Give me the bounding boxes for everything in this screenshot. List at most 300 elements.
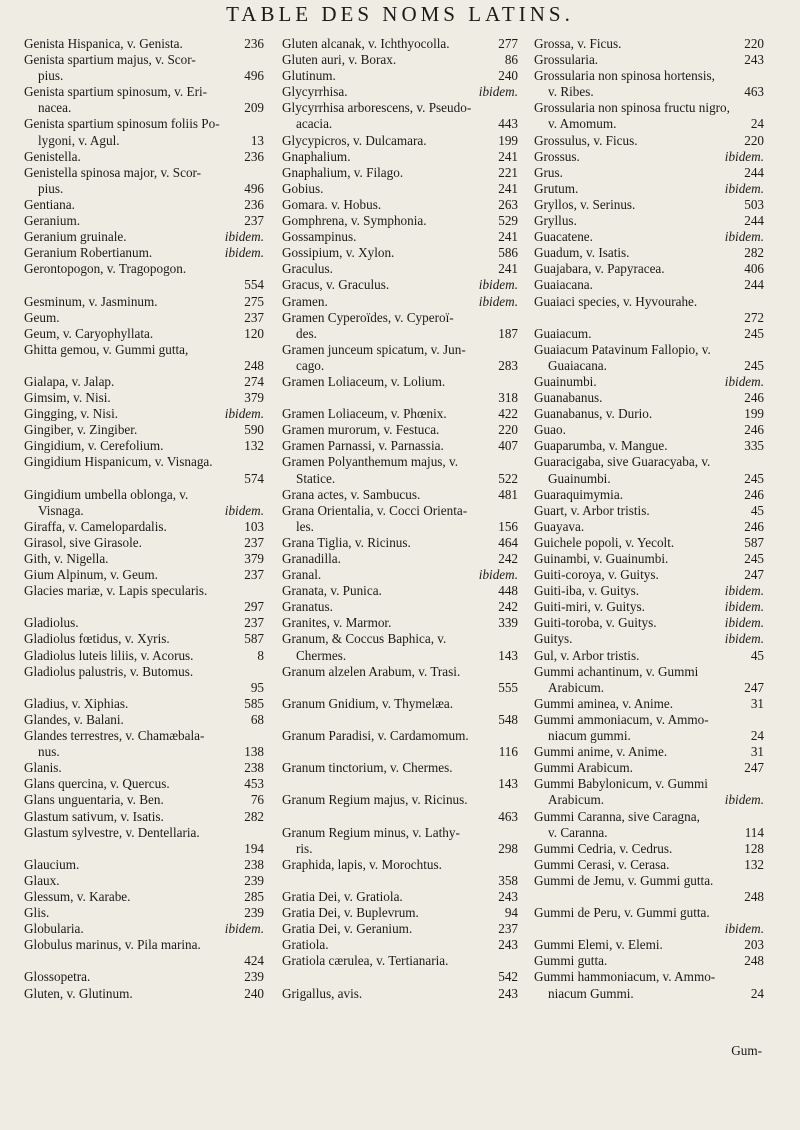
index-entry: [24, 631, 264, 647]
entry-text: Glans quercina, v. Quercus.: [24, 776, 170, 792]
page-number: 237: [244, 309, 264, 325]
index-entry: [282, 728, 518, 760]
entry-text: Guadum, v. Isatis.: [534, 245, 630, 261]
page-number: 529: [498, 213, 518, 229]
index-entry: [282, 503, 518, 535]
index-entry: [534, 422, 764, 438]
index-entry: [534, 776, 764, 808]
page-number: 94: [504, 905, 518, 921]
entry-text: Glastum sativum, v. Isatis.: [24, 808, 164, 824]
index-entry: [282, 551, 518, 567]
entry-text: Gith, v. Nigella.: [24, 551, 109, 566]
index-entry: [534, 245, 764, 261]
index-entry: [282, 792, 518, 824]
page-number: 187: [498, 325, 518, 341]
entry-text: Guaraquimymia.: [534, 486, 623, 502]
page-number: 548: [498, 711, 518, 727]
entry-text: Guichele popoli, v. Yecolt.: [534, 534, 675, 550]
page-number: 285: [244, 888, 264, 904]
entry-text: Gingidium umbella oblonga, v.: [24, 486, 189, 502]
index-entry: [282, 438, 518, 454]
index-entry: [534, 406, 764, 422]
page-number: ibidem.: [724, 631, 764, 647]
index-entry: [24, 792, 264, 808]
page-number: 236: [244, 196, 264, 212]
entry-text: Graphida, lapis, v. Morochtus.: [282, 856, 442, 872]
page-number: 574: [244, 470, 264, 486]
entry-text: ris.: [296, 840, 313, 856]
entry-text: Granum alzelen Arabum, v. Trasi.: [282, 663, 461, 679]
index-column-3: [534, 36, 764, 1002]
entry-text: Gramen Loliaceum, v. Phœnix.: [282, 406, 447, 422]
index-entry: [534, 841, 764, 857]
entry-text: Gramen Loliaceum, v. Lolium.: [282, 373, 446, 389]
entry-text: Arabicum.: [548, 792, 605, 808]
index-entry: [534, 905, 764, 937]
entry-text: Gladiolus fœtidus, v. Xyris.: [24, 631, 170, 647]
entry-text: Glossopetra.: [24, 969, 91, 985]
page-number: 238: [244, 760, 264, 776]
entry-text: Genista spartium spinosum, v. Eri-: [24, 84, 208, 100]
page-number: 31: [750, 695, 764, 711]
entry-text: Grana Orientalia, v. Cocci Orienta-: [282, 502, 468, 518]
page-number: ibidem.: [224, 406, 264, 422]
entry-text: Gramen junceum spicatum, v. Jun-: [282, 341, 466, 357]
page-number: 68: [250, 711, 264, 727]
entry-text: Gummi Caranna, sive Caragna,: [534, 808, 700, 824]
index-entry: [534, 261, 764, 277]
entry-text: Grutum.: [534, 180, 579, 196]
entry-text: Gummi achantinum, v. Gummi: [534, 663, 699, 679]
entry-text: Gryllus.: [534, 213, 577, 229]
entry-text: Glandes, v. Balani.: [24, 711, 124, 727]
page-number: 282: [744, 245, 764, 261]
index-entry: [282, 454, 518, 486]
entry-text: Gobius.: [282, 180, 324, 196]
entry-text: Gium Alpinum, v. Geum.: [24, 567, 158, 583]
page-number: 298: [498, 840, 518, 856]
index-entry: [282, 133, 518, 149]
entry-text: Gimsim, v. Nisi.: [24, 390, 111, 406]
entry-text: Glycypicros, v. Dulcamara.: [282, 132, 427, 148]
page-number: 274: [244, 373, 264, 389]
entry-text: Genistella spinosa major, v. Scor-: [24, 164, 202, 180]
page-number: 240: [244, 985, 264, 1001]
index-entry: [24, 149, 264, 165]
index-entry: [24, 664, 264, 696]
page-number: 138: [244, 744, 264, 760]
page-number: 220: [744, 132, 764, 148]
entry-text: Grossularia non spinosa hortensis,: [534, 68, 715, 84]
entry-text: Gerontopogon, v. Tragopogon.: [24, 261, 187, 277]
page-number: 464: [498, 534, 518, 550]
entry-text: Guaiaci species, v. Hyvourahe.: [534, 293, 698, 309]
entry-text: Ghitta gemou, v. Gummi gutta,: [24, 341, 189, 357]
entry-text: v. Ribes.: [548, 84, 594, 100]
page-number: 242: [498, 551, 518, 566]
index-entry: [534, 454, 764, 486]
entry-text: Glandes terrestres, v. Chamæbala-: [24, 728, 205, 744]
index-entry: [282, 696, 518, 728]
index-entry: [282, 165, 518, 181]
index-entry: [24, 776, 264, 792]
page-number: 246: [744, 486, 764, 502]
page-number: 247: [744, 567, 764, 583]
index-column-2: [282, 36, 518, 1002]
entry-text: Gummi Elemi, v. Elemi.: [534, 937, 663, 953]
entry-text: Gesminum, v. Jasminum.: [24, 293, 158, 309]
entry-text: Visnaga.: [38, 502, 84, 518]
page-number: 241: [498, 261, 518, 277]
page-number: 132: [244, 438, 264, 454]
page-number: 8: [257, 647, 264, 663]
entry-text: Gluten alcanak, v. Ichthyocolla.: [282, 36, 450, 51]
index-entry: [24, 310, 264, 326]
entry-text: Granal.: [282, 567, 322, 583]
entry-text: Guainumbi.: [534, 373, 597, 389]
entry-text: Geranium.: [24, 213, 81, 229]
index-entry: [282, 277, 518, 293]
entry-text: Guaiacana.: [534, 277, 593, 293]
entry-text: Guajabara, v. Papyracea.: [534, 261, 665, 277]
page-number: 31: [750, 744, 764, 760]
entry-text: Gladiolus palustris, v. Butomus.: [24, 663, 194, 679]
page-number: 237: [244, 615, 264, 631]
index-entry: [534, 873, 764, 905]
index-entry: [282, 406, 518, 422]
page-number: 248: [244, 357, 264, 373]
entry-text: Guanabanus.: [534, 390, 603, 406]
entry-text: Gluten, v. Glutinum.: [24, 985, 133, 1001]
page-number: 590: [244, 422, 264, 438]
page-number: 335: [744, 438, 764, 454]
page-number: 554: [244, 277, 264, 293]
index-entry: [24, 712, 264, 728]
entry-text: pius.: [38, 68, 64, 84]
index-entry: [24, 551, 264, 567]
index-entry: [534, 809, 764, 841]
index-entry: [534, 969, 764, 1001]
index-entry: [534, 857, 764, 873]
entry-text: Gramen Polyanthemum majus, v.: [282, 454, 459, 470]
entry-text: Guiti-iba, v. Guitys.: [534, 583, 640, 599]
page-number: 86: [504, 52, 518, 68]
index-entry: [24, 583, 264, 615]
entry-text: Gossampinus.: [282, 229, 357, 245]
page-number: 13: [250, 132, 264, 148]
entry-text: nus.: [38, 744, 60, 760]
entry-text: Gratia Dei, v. Geranium.: [282, 921, 413, 937]
index-entry: [24, 342, 264, 374]
entry-text: Gummi hammoniacum, v. Ammo-: [534, 969, 716, 985]
index-entry: [534, 342, 764, 374]
entry-text: Guiti-toroba, v. Guitys.: [534, 615, 657, 631]
page-number: ibidem.: [724, 921, 764, 937]
entry-text: les.: [296, 518, 314, 534]
page-number: 245: [744, 357, 764, 373]
index-entry: [282, 181, 518, 197]
page-number: 220: [498, 422, 518, 438]
page-number: ibidem.: [724, 229, 764, 245]
entry-text: Guayava.: [534, 518, 585, 534]
index-entry: [282, 953, 518, 985]
entry-text: niacum Gummi.: [548, 985, 634, 1001]
page-number: ibidem.: [724, 583, 764, 599]
index-entry: [534, 712, 764, 744]
entry-text: Gummi Babylonicum, v. Gummi: [534, 776, 708, 792]
entry-text: Glycyrrhisa.: [282, 84, 348, 100]
page-number: 245: [744, 470, 764, 486]
page-number: 358: [498, 872, 518, 888]
page-number: 248: [744, 953, 764, 969]
entry-text: Gingidium Hispanicum, v. Visnaga.: [24, 454, 213, 470]
page-number: ibidem.: [724, 599, 764, 615]
page-number: 24: [750, 985, 764, 1001]
entry-text: cago.: [296, 357, 325, 373]
page-number: 241: [498, 180, 518, 196]
entry-text: Granadilla.: [282, 551, 341, 566]
page-number: 407: [498, 438, 518, 454]
page-number: 128: [744, 840, 764, 856]
entry-text: Gramen murorum, v. Festuca.: [282, 422, 440, 438]
entry-text: Gummi gutta.: [534, 953, 608, 969]
page-number: 272: [744, 309, 764, 325]
index-entry: [534, 664, 764, 696]
page-number: 246: [744, 422, 764, 438]
index-entry: [24, 438, 264, 454]
entry-text: Gentiana.: [24, 196, 75, 212]
index-entry: [24, 390, 264, 406]
index-entry: [534, 648, 764, 664]
page-number: 586: [498, 245, 518, 261]
page-number: ibidem.: [224, 502, 264, 518]
entry-text: Guainumbi.: [548, 470, 611, 486]
entry-text: Granum Paradisi, v. Cardamomum.: [282, 728, 469, 744]
page-number: 241: [498, 148, 518, 164]
index-entry: [534, 599, 764, 615]
entry-text: des.: [296, 325, 317, 341]
page-number: 247: [744, 679, 764, 695]
entry-text: Glessum, v. Karabe.: [24, 888, 131, 904]
index-entry: [24, 326, 264, 342]
index-entry: [24, 809, 264, 825]
entry-text: Guaiacum Patavinum Fallopio, v.: [534, 341, 711, 357]
page-number: 24: [750, 116, 764, 132]
index-entry: [282, 986, 518, 1002]
page-number: 120: [244, 325, 264, 341]
page-number: 116: [498, 744, 518, 760]
entry-text: Gummi Cedria, v. Cedrus.: [534, 840, 673, 856]
index-entry: [24, 229, 264, 245]
entry-text: Grossa, v. Ficus.: [534, 36, 622, 51]
entry-text: Gluten auri, v. Borax.: [282, 52, 397, 68]
page-number: 45: [750, 502, 764, 518]
page-number: 156: [498, 518, 518, 534]
index-entry: [24, 84, 264, 116]
entry-text: Genista Hispanica, v. Genista.: [24, 36, 183, 51]
index-entry: [282, 68, 518, 84]
entry-text: Gummi de Peru, v. Gummi gutta.: [534, 905, 710, 921]
page-number: 243: [498, 937, 518, 953]
index-entry: [534, 937, 764, 953]
index-entry: [282, 213, 518, 229]
entry-text: Guaiacum.: [534, 325, 592, 341]
entry-text: Gummi ammoniacum, v. Ammo-: [534, 711, 709, 727]
entry-text: Granatus.: [282, 599, 333, 615]
page-number: 243: [498, 888, 518, 904]
page-number: ibidem.: [724, 148, 764, 164]
page-number: 555: [498, 679, 518, 695]
page-number: 585: [244, 695, 264, 711]
entry-text: Granum Regium majus, v. Ricinus.: [282, 792, 468, 808]
entry-text: Gryllos, v. Serinus.: [534, 196, 636, 212]
index-entry: [24, 857, 264, 873]
entry-text: Gramen Parnassi, v. Parnassia.: [282, 438, 444, 454]
entry-text: Guiti-miri, v. Guitys.: [534, 599, 645, 615]
index-entry: [282, 889, 518, 905]
page-number: 239: [244, 969, 264, 985]
page-number: 246: [744, 390, 764, 406]
index-entry: [24, 873, 264, 889]
entry-text: Grana actes, v. Sambucus.: [282, 486, 421, 502]
entry-text: Gossipium, v. Xylon.: [282, 245, 395, 261]
index-entry: [534, 551, 764, 567]
page-number: 95: [250, 679, 264, 695]
entry-text: Guitys.: [534, 631, 573, 647]
entry-text: nacea.: [38, 100, 72, 116]
index-entry: [282, 36, 518, 52]
index-entry: [24, 261, 264, 293]
entry-text: Glacies mariæ, v. Lapis specularis.: [24, 583, 208, 599]
index-entry: [24, 165, 264, 197]
page-number: 463: [744, 84, 764, 100]
index-entry: [534, 760, 764, 776]
index-entry: [24, 116, 264, 148]
entry-text: Guinambi, v. Guainumbi.: [534, 551, 669, 566]
index-entry: [24, 422, 264, 438]
entry-text: Glycyrrhisa arborescens, v. Pseudo-: [282, 100, 472, 116]
page-number: 503: [744, 196, 764, 212]
index-entry: [282, 583, 518, 599]
entry-text: Guaparumba, v. Mangue.: [534, 438, 668, 454]
page-number: 199: [498, 132, 518, 148]
index-entry: [24, 567, 264, 583]
entry-text: Genista spartium majus, v. Scor-: [24, 52, 196, 68]
entry-text: Gingidium, v. Cerefolium.: [24, 438, 164, 454]
page-number: 76: [250, 792, 264, 808]
index-entry: [534, 374, 764, 390]
page-number: ibidem.: [478, 567, 518, 583]
index-entry: [282, 937, 518, 953]
entry-text: Gramen Cyperoïdes, v. Cyperoï-: [282, 309, 454, 325]
entry-text: Glaucium.: [24, 856, 80, 872]
entry-text: Gul, v. Arbor tristis.: [534, 647, 640, 663]
entry-text: Gummi aminea, v. Anime.: [534, 695, 674, 711]
index-entry: [534, 390, 764, 406]
entry-text: Gingging, v. Nisi.: [24, 406, 119, 422]
entry-text: Guart, v. Arbor tristis.: [534, 502, 650, 518]
index-entry: [534, 696, 764, 712]
entry-text: Gummi Arabicum.: [534, 760, 633, 776]
index-entry: [282, 149, 518, 165]
page-number: 239: [244, 905, 264, 921]
entry-text: Granata, v. Punica.: [282, 583, 382, 599]
entry-text: Geranium gruinale.: [24, 229, 127, 245]
page-number: 238: [244, 856, 264, 872]
page-number: 220: [744, 36, 764, 51]
entry-text: Genista spartium spinosum foliis Po-: [24, 116, 220, 132]
entry-text: Gratia Dei, v. Buplevrum.: [282, 905, 419, 921]
page-number: 237: [244, 534, 264, 550]
entry-text: Glaux.: [24, 872, 60, 888]
entry-text: niacum gummi.: [548, 728, 631, 744]
entry-text: Gummi de Jemu, v. Gummi gutta.: [534, 872, 714, 888]
page-number: 244: [744, 164, 764, 180]
page-number: 241: [498, 229, 518, 245]
index-entry: [534, 631, 764, 647]
page-number: 239: [244, 872, 264, 888]
index-entry: [24, 728, 264, 760]
page-number: 463: [498, 808, 518, 824]
index-entry: [534, 213, 764, 229]
index-entry: [24, 937, 264, 969]
page-number: 236: [244, 148, 264, 164]
page-number: 132: [744, 856, 764, 872]
page-number: 522: [498, 470, 518, 486]
entry-text: Gnaphalium, v. Filago.: [282, 164, 404, 180]
index-entry: [24, 986, 264, 1002]
index-entry: [534, 535, 764, 551]
index-entry: [24, 825, 264, 857]
entry-text: lygoni, v. Agul.: [38, 132, 120, 148]
page-number: 406: [744, 261, 764, 277]
page-number: 245: [744, 325, 764, 341]
entry-text: Guaiacana.: [548, 357, 607, 373]
page-number: ibidem.: [224, 921, 264, 937]
entry-text: Gialapa, v. Jalap.: [24, 373, 115, 389]
entry-text: Gomara. v. Hobus.: [282, 196, 382, 212]
index-entry: [24, 535, 264, 551]
index-entry: [534, 197, 764, 213]
index-entry: [24, 921, 264, 937]
entry-text: Glans unguentaria, v. Ben.: [24, 792, 164, 808]
entry-text: Grana Tiglia, v. Ricinus.: [282, 534, 411, 550]
entry-text: Glutinum.: [282, 68, 336, 84]
page-number: 209: [244, 100, 264, 116]
entry-text: Granites, v. Marmor.: [282, 615, 392, 631]
index-entry: [282, 535, 518, 551]
index-entry: [282, 825, 518, 857]
entry-text: Guaracigaba, sive Guaracyaba, v.: [534, 454, 711, 470]
page-number: ibidem.: [724, 792, 764, 808]
index-column-1: [24, 36, 264, 1002]
entry-text: Chermes.: [296, 647, 347, 663]
page-number: 587: [744, 534, 764, 550]
entry-text: Grossularia.: [534, 52, 599, 68]
page-number: 242: [498, 599, 518, 615]
entry-text: pius.: [38, 180, 64, 196]
page-number: 103: [244, 518, 264, 534]
entry-text: acacia.: [296, 116, 333, 132]
page-number: 542: [498, 969, 518, 985]
entry-text: Grus.: [534, 164, 563, 180]
entry-text: Giraffa, v. Camelopardalis.: [24, 518, 167, 534]
index-entry: [24, 760, 264, 776]
entry-text: Gratia Dei, v. Gratiola.: [282, 888, 403, 904]
entry-text: Gummi Cerasi, v. Cerasa.: [534, 856, 670, 872]
index-entry: [24, 615, 264, 631]
index-entry: [534, 503, 764, 519]
